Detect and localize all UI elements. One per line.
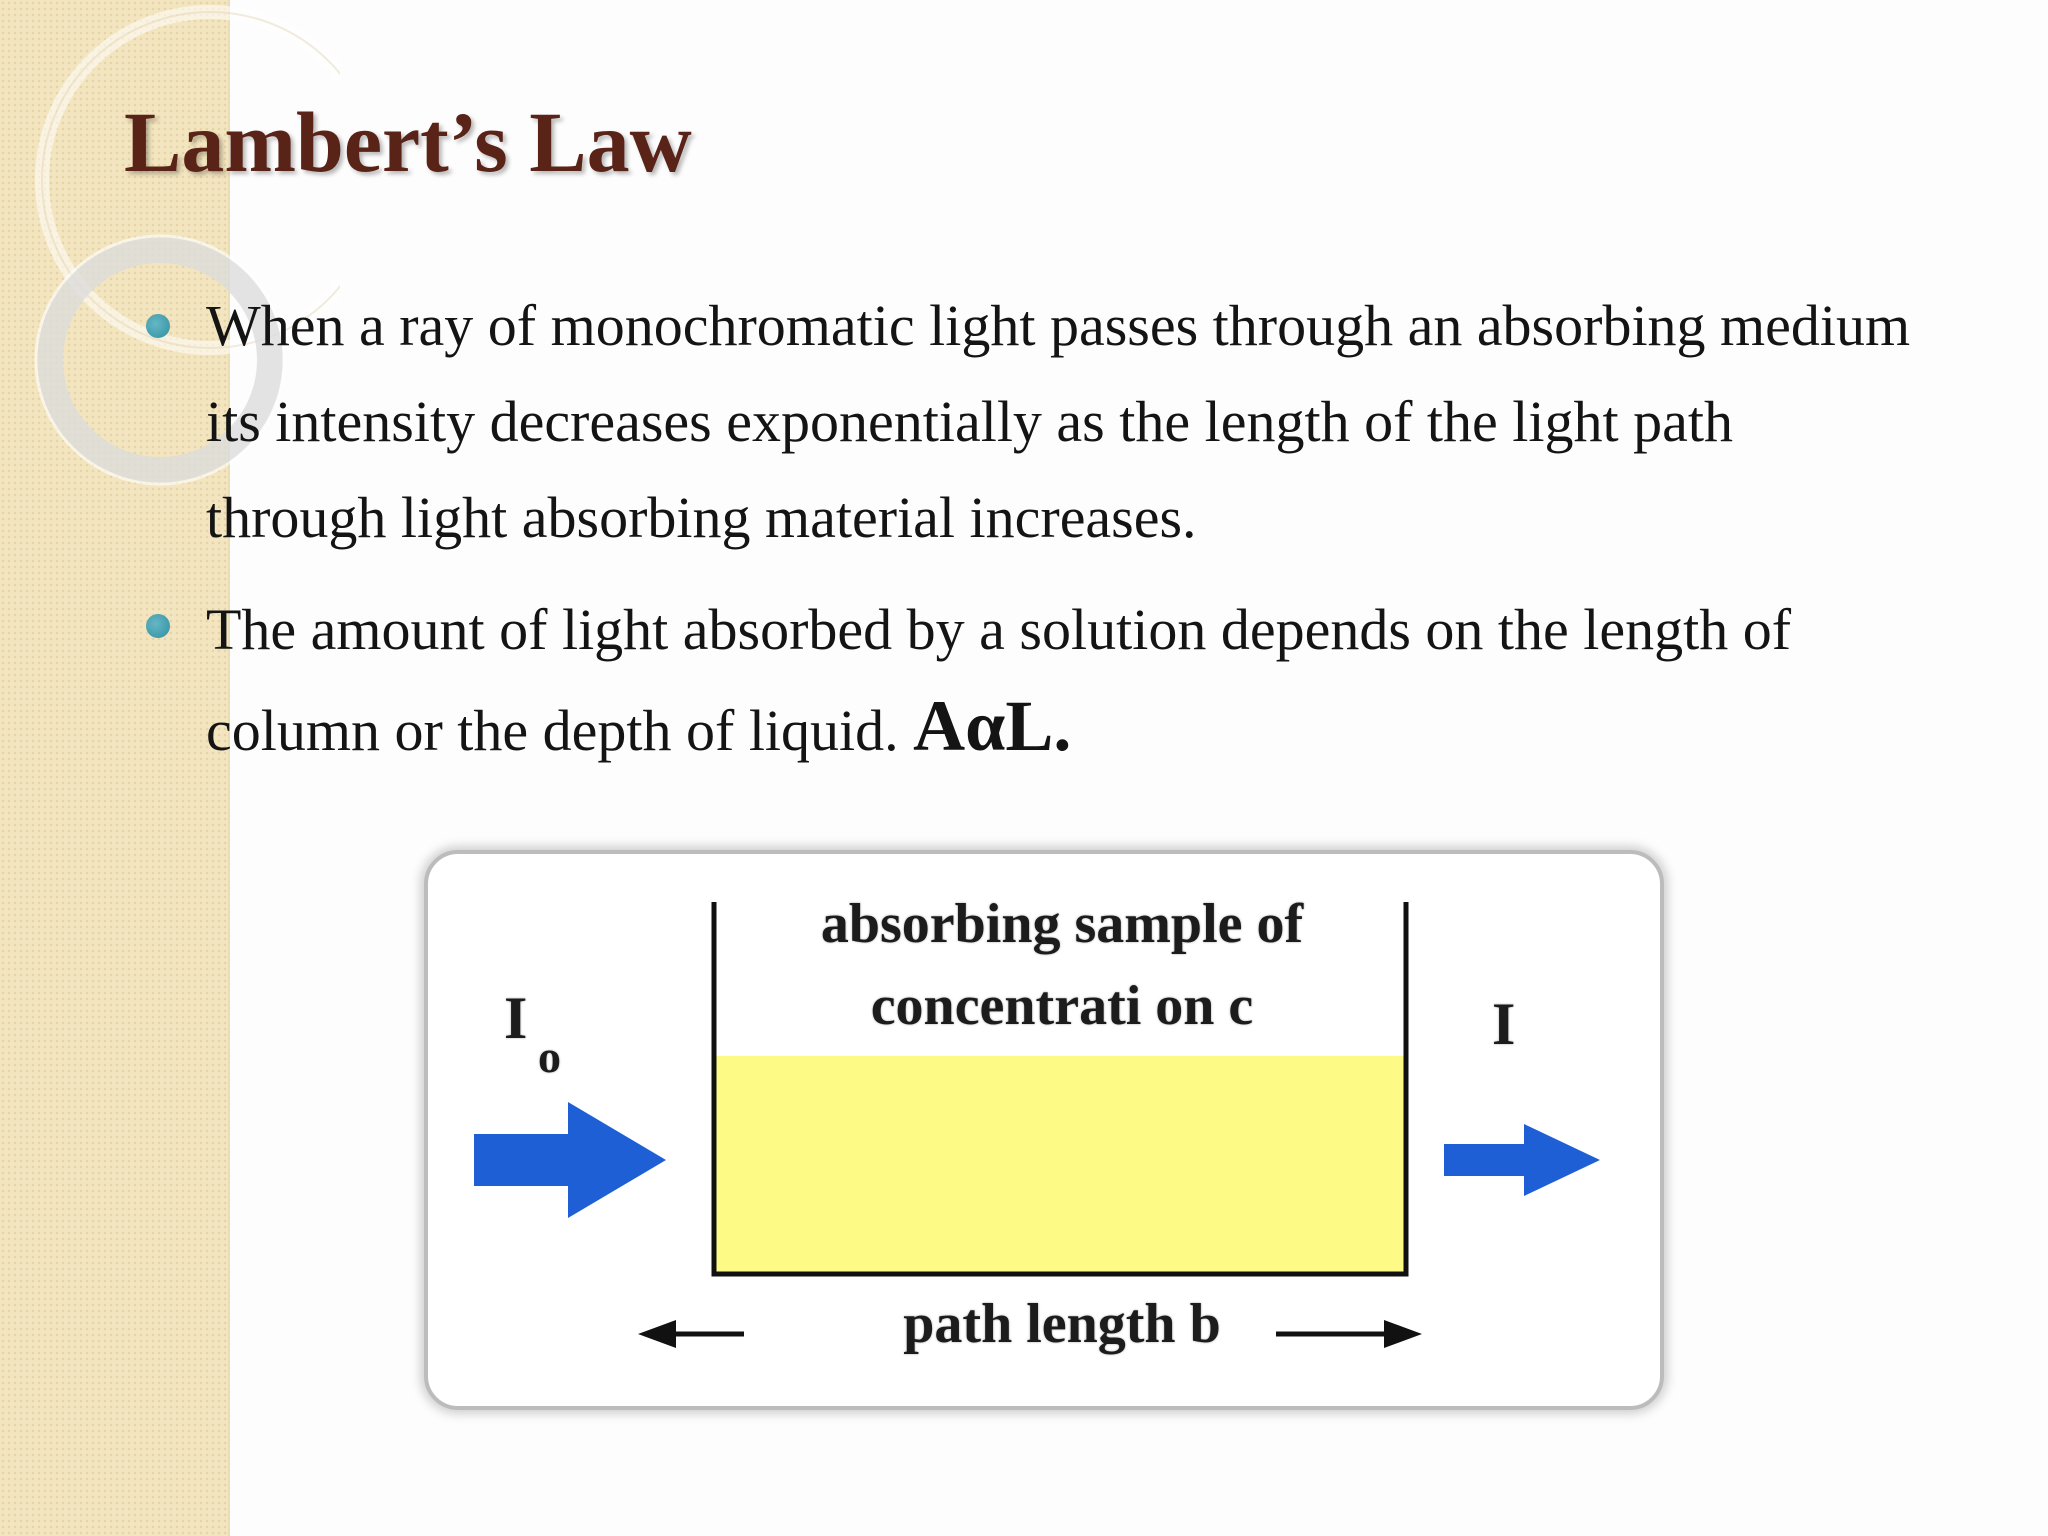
formula: AαL. (913, 686, 1072, 766)
incident-intensity-subscript: o (538, 1031, 561, 1082)
transmitted-intensity-label: I (1492, 991, 1516, 1057)
bullet-item (206, 278, 1926, 566)
decorative-side-strip (0, 0, 230, 1536)
sample-label-line-1: absorbing sample of (820, 893, 1304, 955)
solution-fill (714, 1056, 1406, 1272)
bullet-icon (146, 614, 170, 638)
bullet-text: When a ray of monochromatic light passes through an absorbing medium its intensity decreases exponentially as the length of the light path through light absorbing material increases. (206, 293, 1911, 550)
bullet-icon (146, 314, 170, 338)
incident-intensity-label: I (504, 985, 528, 1051)
slide-title: Lambert’s Law (124, 94, 692, 190)
transmitted-light-arrow (1444, 1124, 1600, 1196)
bullet-item (206, 582, 1926, 779)
incident-light-arrow (474, 1102, 666, 1218)
bullet-text: The amount of light absorbed by a solution depends on the length of column or the depth of liquid. (206, 597, 1792, 763)
lambert-diagram (424, 850, 1664, 1410)
path-length-label: path length b (903, 1293, 1221, 1355)
sample-label-line-2: concentrati on c (870, 975, 1254, 1037)
